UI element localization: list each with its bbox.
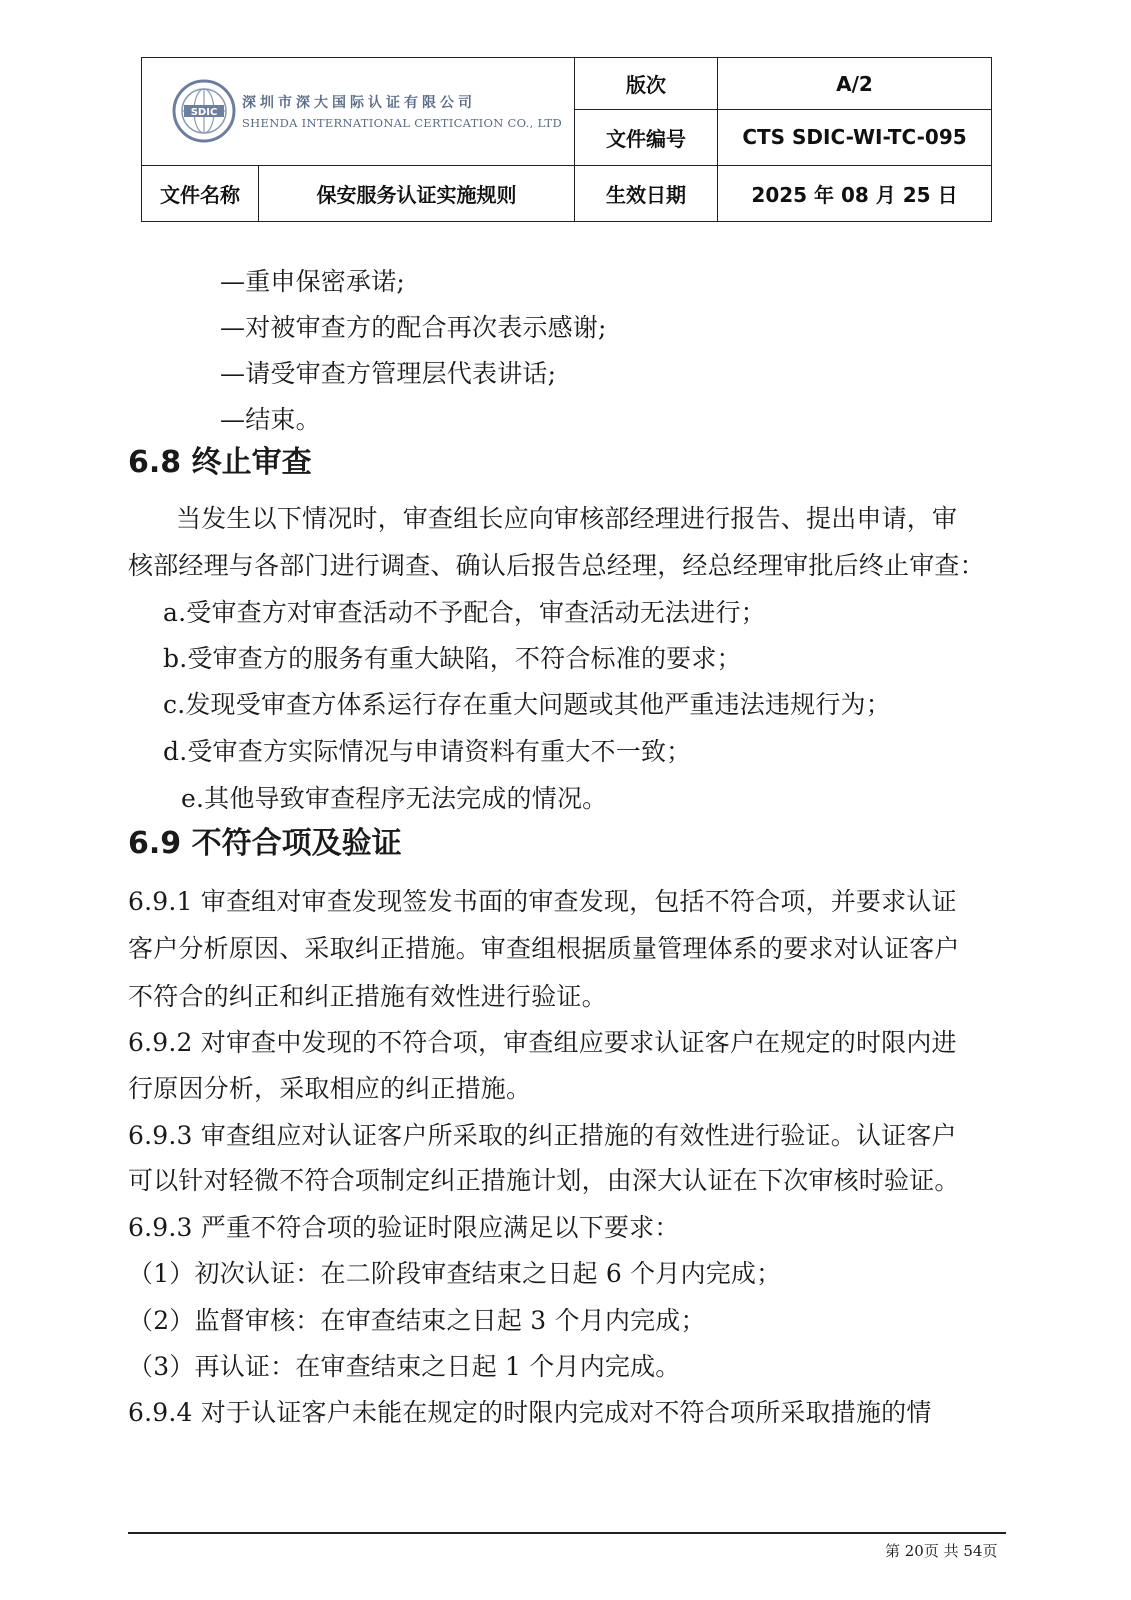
doc-number-value: CTS SDIC-WI-TC-095 — [718, 110, 992, 165]
company-name-en: SHENDA INTERNATIONAL CERTICATION CO., LTD — [242, 116, 563, 131]
list-item: b.受审查方的服务有重大缺陷，不符合标准的要求； — [163, 644, 742, 673]
company-logo-icon — [172, 79, 236, 143]
paragraph-line: 可以针对轻微不符合项制定纠正措施计划，由深大认证在下次审核时验证。 — [128, 1166, 960, 1195]
doc-name-value: 保安服务认证实施规则 — [259, 165, 575, 221]
version-value: A/2 — [718, 58, 992, 110]
list-item: c.发现受审查方体系运行存在重大问题或其他严重违法违规行为； — [163, 690, 891, 719]
list-item: （1）初次认证：在二阶段审查结束之日起 6 个月内完成； — [128, 1259, 782, 1288]
paragraph-line: 6.9.3 严重不符合项的验证时限应满足以下要求： — [128, 1213, 680, 1242]
section-heading-6-8: 6.8 终止审查 — [128, 445, 312, 480]
list-item: d.受审查方实际情况与申请资料有重大不一致； — [163, 737, 692, 766]
closing-item: —请受审查方管理层代表讲话; — [220, 359, 557, 388]
closing-item: —结束。 — [220, 405, 321, 434]
paragraph-line: 不符合的纠正和纠正措施有效性进行验证。 — [128, 982, 607, 1011]
paragraph-line: 6.9.4 对于认证客户未能在规定的时限内完成对不符合项所采取措施的情 — [128, 1398, 932, 1427]
paragraph-line: 6.9.1 审查组对审查发现签发书面的审查发现，包括不符合项，并要求认证 — [128, 887, 957, 916]
footer-divider — [128, 1532, 1006, 1534]
logo-mark-text: SDIC — [190, 107, 218, 119]
version-label: 版次 — [575, 58, 718, 110]
effective-date-value: 2025 年 08 月 25 日 — [718, 165, 992, 221]
doc-name-label: 文件名称 — [142, 165, 259, 221]
company-logo-cell — [142, 58, 575, 166]
page-number: 第 20页 共 54页 — [885, 1542, 998, 1560]
paragraph-line: 行原因分析，采取相应的纠正措施。 — [128, 1074, 532, 1103]
section-heading-6-9: 6.9 不符合项及验证 — [128, 826, 402, 861]
paragraph-line: 核部经理与各部门进行调查、确认后报告总经理，经总经理审批后终止审查： — [128, 551, 985, 580]
company-name-cn: 深圳市深大国际认证有限公司 — [242, 95, 476, 112]
paragraph-line: 6.9.3 审查组应对认证客户所采取的纠正措施的有效性进行验证。认证客户 — [128, 1121, 957, 1150]
list-item: a.受审查方对审查活动不予配合，审查活动无法进行； — [163, 598, 766, 627]
list-item: e.其他导致审查程序无法完成的情况。 — [181, 784, 608, 813]
effective-date-label: 生效日期 — [575, 165, 718, 221]
paragraph-line: 当发生以下情况时，审查组长应向审核部经理进行报告、提出申请，审 — [176, 504, 958, 533]
document-header-table — [141, 57, 992, 222]
closing-item: —重申保密承诺; — [220, 267, 406, 296]
list-item: （3）再认证：在审查结束之日起 1 个月内完成。 — [128, 1352, 681, 1381]
doc-number-label: 文件编号 — [575, 110, 718, 165]
list-item: （2）监督审核：在审查结束之日起 3 个月内完成； — [128, 1306, 706, 1335]
paragraph-line: 6.9.2 对审查中发现的不符合项，审查组应要求认证客户在规定的时限内进 — [128, 1028, 957, 1057]
closing-item: —对被审查方的配合再次表示感谢; — [220, 313, 607, 342]
paragraph-line: 客户分析原因、采取纠正措施。审查组根据质量管理体系的要求对认证客户 — [128, 934, 960, 963]
